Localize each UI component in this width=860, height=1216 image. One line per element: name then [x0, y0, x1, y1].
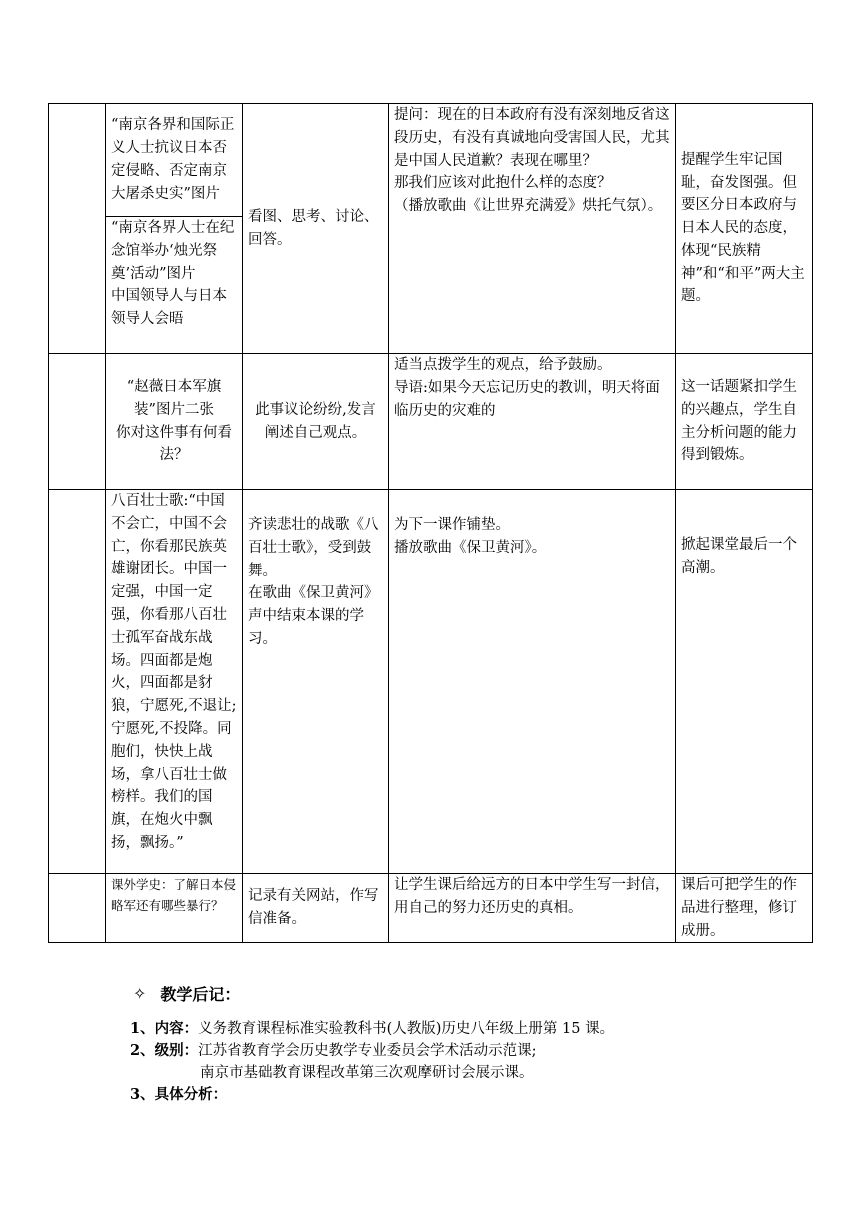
teacher-activity-cell: [389, 490, 676, 874]
student-activity-cell: [243, 354, 389, 490]
note-label: 级别：: [154, 1042, 199, 1059]
material-text: “南京各界和国际正义人士抗议日本否定侵略、否定南京大屠杀史实”图片: [111, 117, 235, 202]
material-cell: [106, 104, 243, 217]
table-row: [49, 354, 813, 490]
design-intent-text: 这一话题紧扣学生的兴趣点，学生自主分析问题的能力得到锻炼。: [681, 378, 797, 464]
teacher-activity-line: 为下一课作铺垫。: [394, 517, 510, 533]
postscript-notes: [130, 1018, 614, 1106]
design-intent-cell: [676, 104, 813, 354]
note-number: 1、: [130, 1020, 155, 1037]
student-activity-line: 齐读悲壮的战歌《八百壮士歌》，受到鼓舞。: [248, 517, 379, 579]
note-item: [130, 1084, 614, 1106]
teacher-activity-cell: [389, 354, 676, 490]
note-text: 南京市基础教育课程改革第三次观摩研讨会展示课。: [200, 1065, 534, 1081]
teacher-activity-line: （播放歌曲《让世界充满爱》烘托气氛）。: [394, 198, 663, 215]
student-activity-line: 在歌曲《保卫黄河》声中结束本课的学习。: [248, 585, 379, 647]
empty-cell: [49, 874, 106, 943]
lesson-plan-table: [48, 103, 813, 943]
postscript-heading: [133, 982, 240, 1005]
student-activity-cell: [243, 874, 389, 943]
design-intent-text: 提醒学生牢记国耻，奋发图强。但要区分日本政府与日本人民的态度，体现“民族精神”和“和平”两大主题。: [681, 151, 805, 305]
student-activity-text: 看图、思考、讨论、回答。: [248, 208, 379, 248]
note-item: [130, 1040, 614, 1062]
teacher-activity-line: 播放歌曲《保卫黄河》。: [394, 539, 547, 556]
design-intent-text: 课后可把学生的作品进行整理，修订成册。: [681, 877, 797, 939]
postscript-title: 教学后记：: [160, 985, 241, 1004]
note-number: 3、: [130, 1086, 155, 1103]
student-activity-text: 此事议论纷纷,发言阐述自己观点。: [255, 401, 376, 441]
table-row: [49, 490, 813, 874]
teacher-activity-line: 那我们应该对此抱什么样的态度？: [394, 175, 612, 192]
material-cell: [106, 874, 243, 943]
note-label: 具体分析：: [154, 1086, 228, 1103]
teacher-activity-text: 让学生课后给远方的日本中学生写一封信，用自己的努力还历史的真相。: [394, 877, 670, 916]
teacher-activity-line: 适当点拨学生的观点，给予鼓励。: [394, 357, 612, 373]
table-row: [49, 104, 813, 217]
material-cell: [106, 490, 243, 874]
design-intent-text: 掀起课堂最后一个高潮。: [681, 537, 797, 576]
student-activity-cell: [243, 104, 389, 354]
note-item: [130, 1018, 614, 1040]
teacher-activity-line: 提问：现在的日本政府有没有深刻地反省这段历史，有没有真诚地向受害国人民，尤其是中国人民道歉？表现在哪里？: [394, 107, 670, 169]
note-text: 义务教育课程标准实验教科书(人教版)历史八年级上册第 15 课。: [198, 1021, 615, 1037]
note-label: 内容：: [154, 1020, 199, 1037]
note-item-continuation: [130, 1062, 614, 1084]
note-text: 江苏省教育学会历史教学专业委员会学术活动示范课;: [198, 1043, 537, 1059]
design-intent-cell: [676, 354, 813, 490]
teacher-activity-line: 导语:如果今天忘记历史的教训，明天将面临历史的灾难的: [394, 379, 660, 419]
teacher-activity-cell: [389, 104, 676, 354]
table-row: [49, 874, 813, 943]
material-text: 课外学史：了解日本侵略军还有哪些暴行？: [111, 877, 237, 913]
song-lyrics-text: 八百壮士歌:“中国不会亡，中国不会亡，你看那民族英雄谢团长。中国一定强，中国一定强，你看那八百壮士孤军奋战东战场。四面都是炮火，四面都是豺狼，宁愿死,不退让;宁愿死,不投降。同胞们，快快上战场，拿八百壮士做榜样。我们的国旗，在炮火中飘扬，飘扬。”: [111, 493, 237, 851]
material-line: “赵薇日本军旗装”图片二张: [126, 378, 222, 418]
teacher-activity-cell: [389, 874, 676, 943]
student-activity-cell: [243, 490, 389, 874]
empty-cell: [49, 490, 106, 874]
material-line: 你对这件事有何看法？: [116, 424, 232, 464]
material-line: 中国领导人与日本领导人会晤: [111, 288, 227, 328]
empty-cell: [49, 354, 106, 490]
material-cell: [106, 354, 243, 490]
material-cell: [106, 217, 243, 354]
empty-cell: [49, 104, 106, 354]
design-intent-cell: [676, 874, 813, 943]
material-line: “南京各界人士在纪念馆举办‘烛光祭奠’活动”图片: [111, 220, 235, 282]
note-number: 2、: [130, 1042, 155, 1059]
student-activity-text: 记录有关网站，作写信准备。: [248, 888, 379, 928]
design-intent-cell: [676, 490, 813, 874]
diamond-star-icon: ✧: [133, 984, 147, 1003]
